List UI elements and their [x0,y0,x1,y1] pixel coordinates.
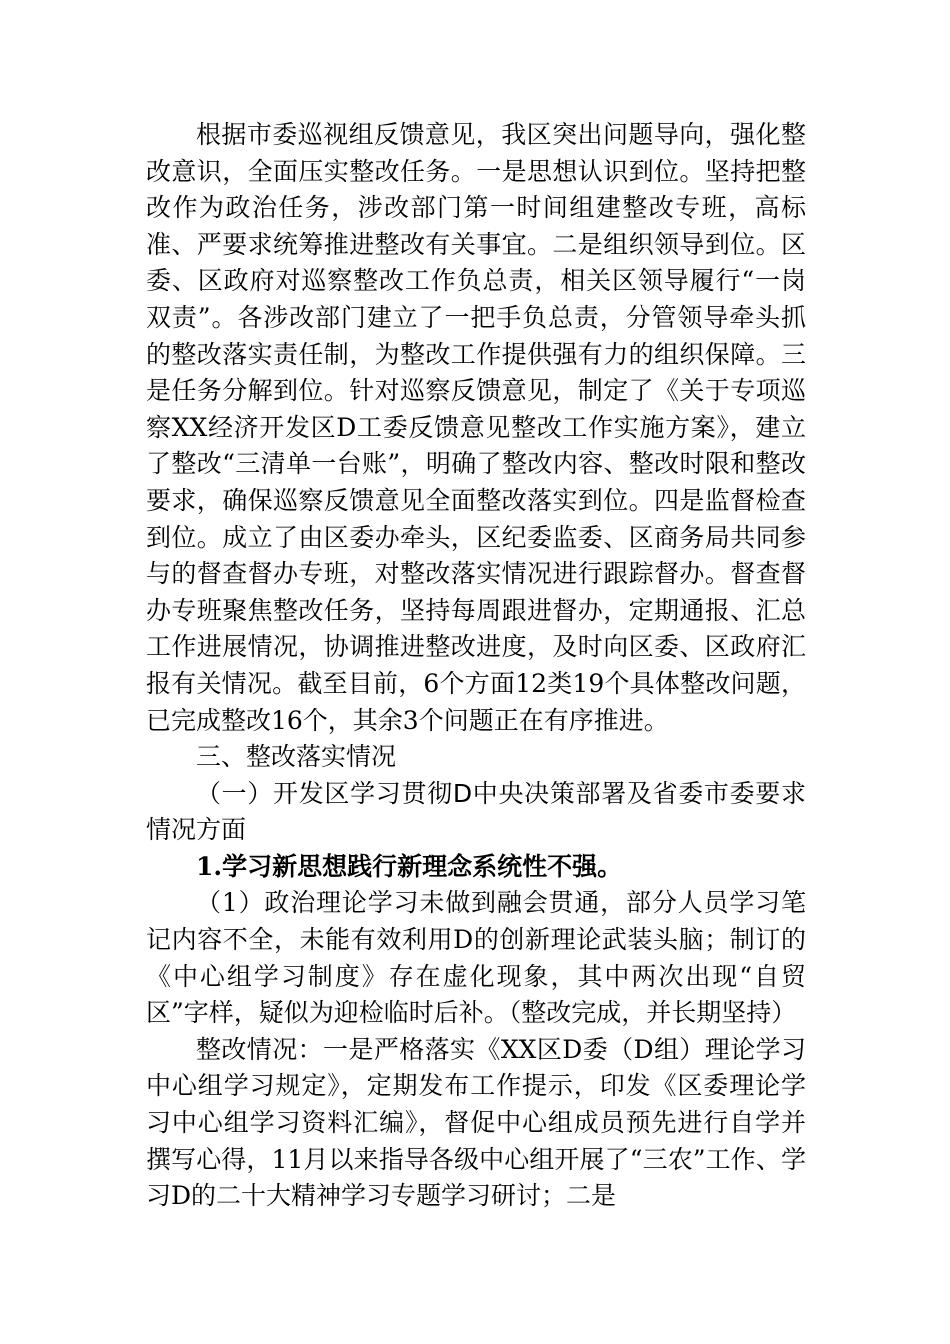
section-heading-3: 三、整改落实情况 [196,742,397,772]
item-heading-1: 1.学习新思想践行新理念系统性不强。 [196,851,623,881]
document-page [146,117,806,1215]
rectification-paragraph-1: 整改情况：一是严格落实《XX区D委（D组）理论学习中心组学习规定》，定期发布工作提示，印发《区委理论学习中心组学习资料汇编》，督促中心组成员预先进行自学并撰写心得，11月以来指导各级中心组开展了“三农”工作、学习D的二十大精神学习专题学习研讨；二是 [146,1034,806,1211]
issue-paragraph-1: （1）政治理论学习未做到融会贯通，部分人员学习笔记内容不全，未能有效利用D的创新理论武装头脑；制订的《中心组学习制度》存在虚化现象，其中两次出现“自贸区”字样，疑似为迎检临时后补。（整改完成，并长期坚持） [146,888,806,1028]
intro-paragraph: 根据市委巡视组反馈意见，我区突出问题导向，强化整改意识，全面压实整改任务。一是思想认识到位。坚持把整改作为政治任务，涉改部门第一时间组建整改专班，高标准、严要求统筹推进整改有关事宜。二是组织领导到位。区委、区政府对巡察整改工作负总责，相关区领导履行“一岗双责”。各涉改部门建立了一把手负总责，分管领导牵头抓的整改落实责任制，为整改工作提供强有力的组织保障。三是任务分解到位。针对巡察反馈意见，制定了《关于专项巡察XX经济开发区D工委反馈意见整改工作实施方案》，建立了整改“三清单一台账”，明确了整改内容、整改时限和整改要求，确保巡察反馈意见全面整改落实到位。四是监督检查到位。成立了由区委办牵头，区纪委监委、区商务局共同参与的督查督办专班，对整改落实情况进行跟踪督办。督查督办专班聚焦整改任务，坚持每周跟进督办，定期通报、汇总工作进展情况，协调推进整改进度，及时向区委、区政府汇报有关情况。截至目前，6个方面12类19个具体整改问题，已完成整改16个，其余3个问题正在有序推进。 [146,120,806,735]
subsection-heading-1: （一）开发区学习贯彻D中央决策部署及省委市委要求情况方面 [146,778,806,845]
